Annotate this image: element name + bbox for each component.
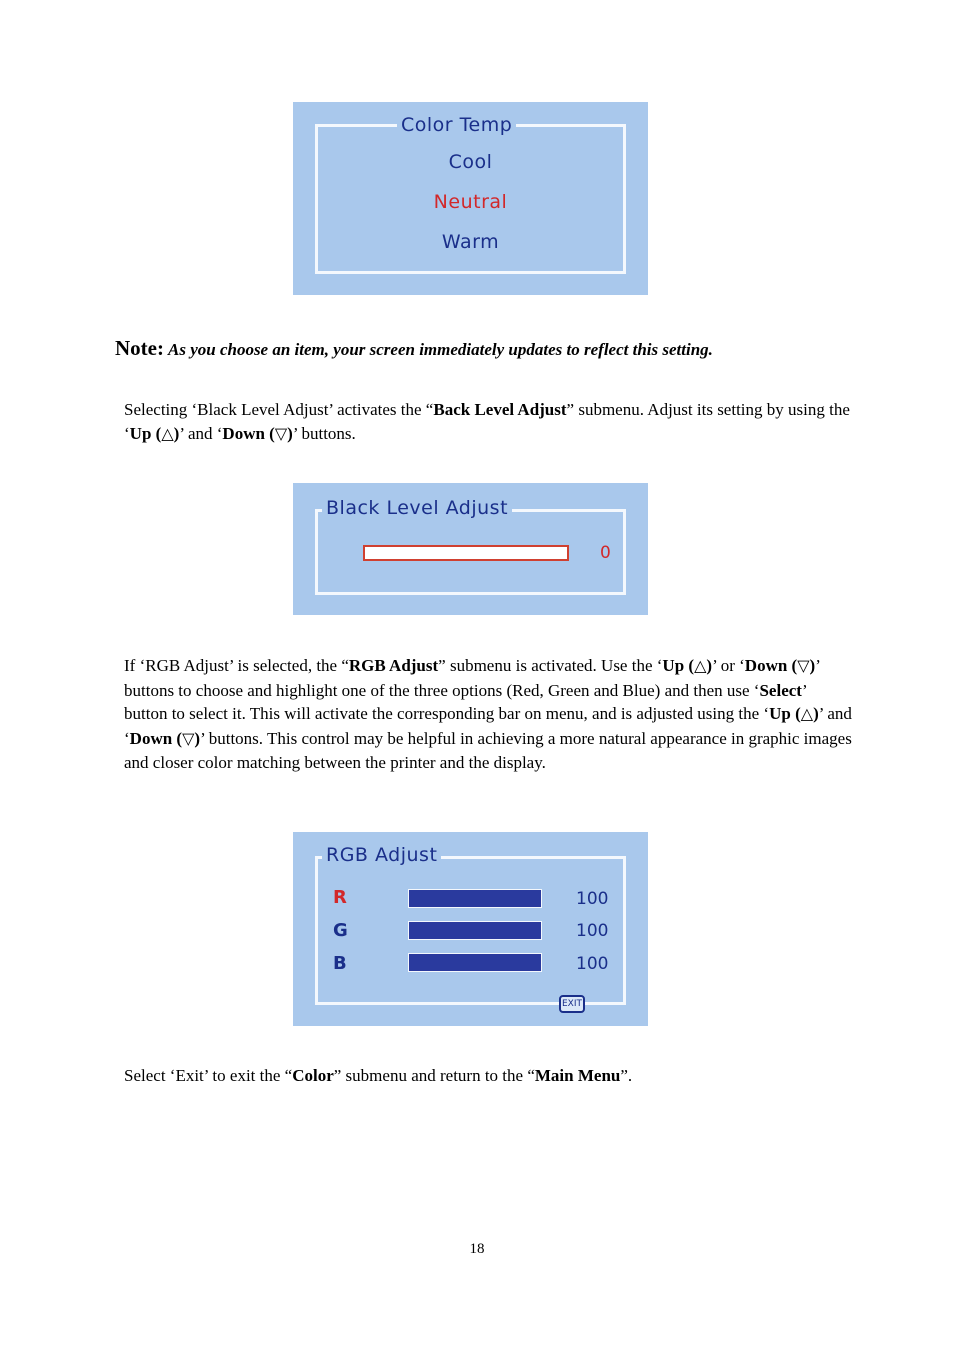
exit-paragraph (124, 1064, 854, 1088)
color-temp-title: Color Temp (397, 114, 516, 136)
down-triangle-icon: ▽ (797, 658, 810, 675)
rgb-value-r: 100 (576, 889, 609, 909)
text-run: ”. (620, 1066, 633, 1085)
text-run: ’ and ‘ (124, 704, 852, 748)
up-triangle-icon: △ (161, 425, 174, 443)
up-triangle-icon: △ (694, 658, 707, 675)
note-label: Note: (115, 336, 164, 360)
rgb-paragraph (124, 654, 854, 775)
note-text: As you choose an item, your screen immediately updates to reflect this setting. (167, 340, 713, 359)
rgb-fill-b (409, 954, 541, 971)
black-level-title: Black Level Adjust (322, 497, 512, 519)
text-bold: Back Level Adjust (433, 400, 567, 419)
text-run: ’ button to select it. This will activate the corresponding bar on menu, and is adjusted using the ‘ (124, 680, 807, 723)
text-bold: Main Menu (534, 1066, 621, 1085)
page-number: 18 (469, 1241, 485, 1257)
color-temp-menu (293, 102, 648, 295)
text-run: Selecting ‘Black Level Adjust’ activates the “ (124, 400, 434, 419)
down-triangle-icon: ▽ (274, 425, 288, 443)
text-bold: Color (292, 1066, 334, 1085)
black-level-menu (293, 483, 648, 615)
rgb-menu (293, 832, 648, 1026)
text-bold: ) (287, 423, 293, 443)
rgb-label-r[interactable]: R (333, 887, 347, 908)
rgb-value-b: 100 (576, 954, 609, 974)
option-neutral[interactable]: Neutral (433, 191, 508, 213)
text-bold: Up ( (129, 423, 162, 443)
text-bold: RGB Adjust (348, 656, 439, 675)
exit-button[interactable]: EXIT (559, 995, 585, 1013)
rgb-label-b[interactable]: B (333, 953, 347, 974)
text-run: Select ‘Exit’ to exit the “ (124, 1066, 293, 1085)
text-bold: Down ( (129, 728, 183, 748)
text-run: ’ buttons. (292, 423, 356, 443)
text-bold: Up ( (662, 656, 695, 675)
rgb-bar-r[interactable] (408, 889, 542, 908)
option-warm[interactable]: Warm (441, 231, 500, 253)
text-run: ’ buttons. This control may be helpful in achieving a more natural appearance in graphic images and closer color matching between the printer and the display. (124, 728, 852, 772)
text-bold: Down ( (744, 656, 798, 675)
text-run: ” submenu. Adjust its setting by using the ‘ (124, 400, 850, 443)
rgb-value-g: 100 (576, 921, 609, 941)
rgb-label-g[interactable]: G (333, 920, 348, 941)
text-bold: ) (173, 423, 180, 443)
rgb-bar-b[interactable] (408, 953, 542, 972)
up-triangle-icon: △ (800, 706, 814, 723)
down-triangle-icon: ▽ (182, 730, 195, 748)
black-level-value: 0 (600, 543, 611, 563)
black-level-bar[interactable] (363, 545, 569, 561)
rgb-title: RGB Adjust (322, 844, 441, 866)
text-bold: Down ( (222, 423, 275, 443)
text-bold: Select (759, 680, 802, 700)
text-run: ’ buttons to choose and highlight one of the three options (Red, Green and Blue) and then use ‘ (124, 656, 820, 700)
note (115, 336, 875, 361)
text-bold: Up ( (769, 704, 801, 723)
text-run: ’ or ‘ (712, 656, 745, 675)
black-level-paragraph (124, 398, 854, 446)
text-bold: ) (194, 728, 201, 748)
text-run: ” submenu and return to the “ (333, 1066, 535, 1085)
rgb-fill-g (409, 922, 541, 939)
rgb-bar-g[interactable] (408, 921, 542, 940)
option-cool[interactable]: Cool (448, 151, 493, 173)
rgb-fill-r (409, 890, 541, 907)
text-run: ’ and ‘ (179, 423, 223, 443)
text-bold: ) (809, 656, 816, 675)
text-run: If ‘RGB Adjust’ is selected, the “ (124, 656, 349, 675)
text-bold: ) (706, 656, 713, 675)
text-run: ” submenu is activated. Use the ‘ (438, 656, 663, 675)
text-bold: ) (813, 704, 819, 723)
